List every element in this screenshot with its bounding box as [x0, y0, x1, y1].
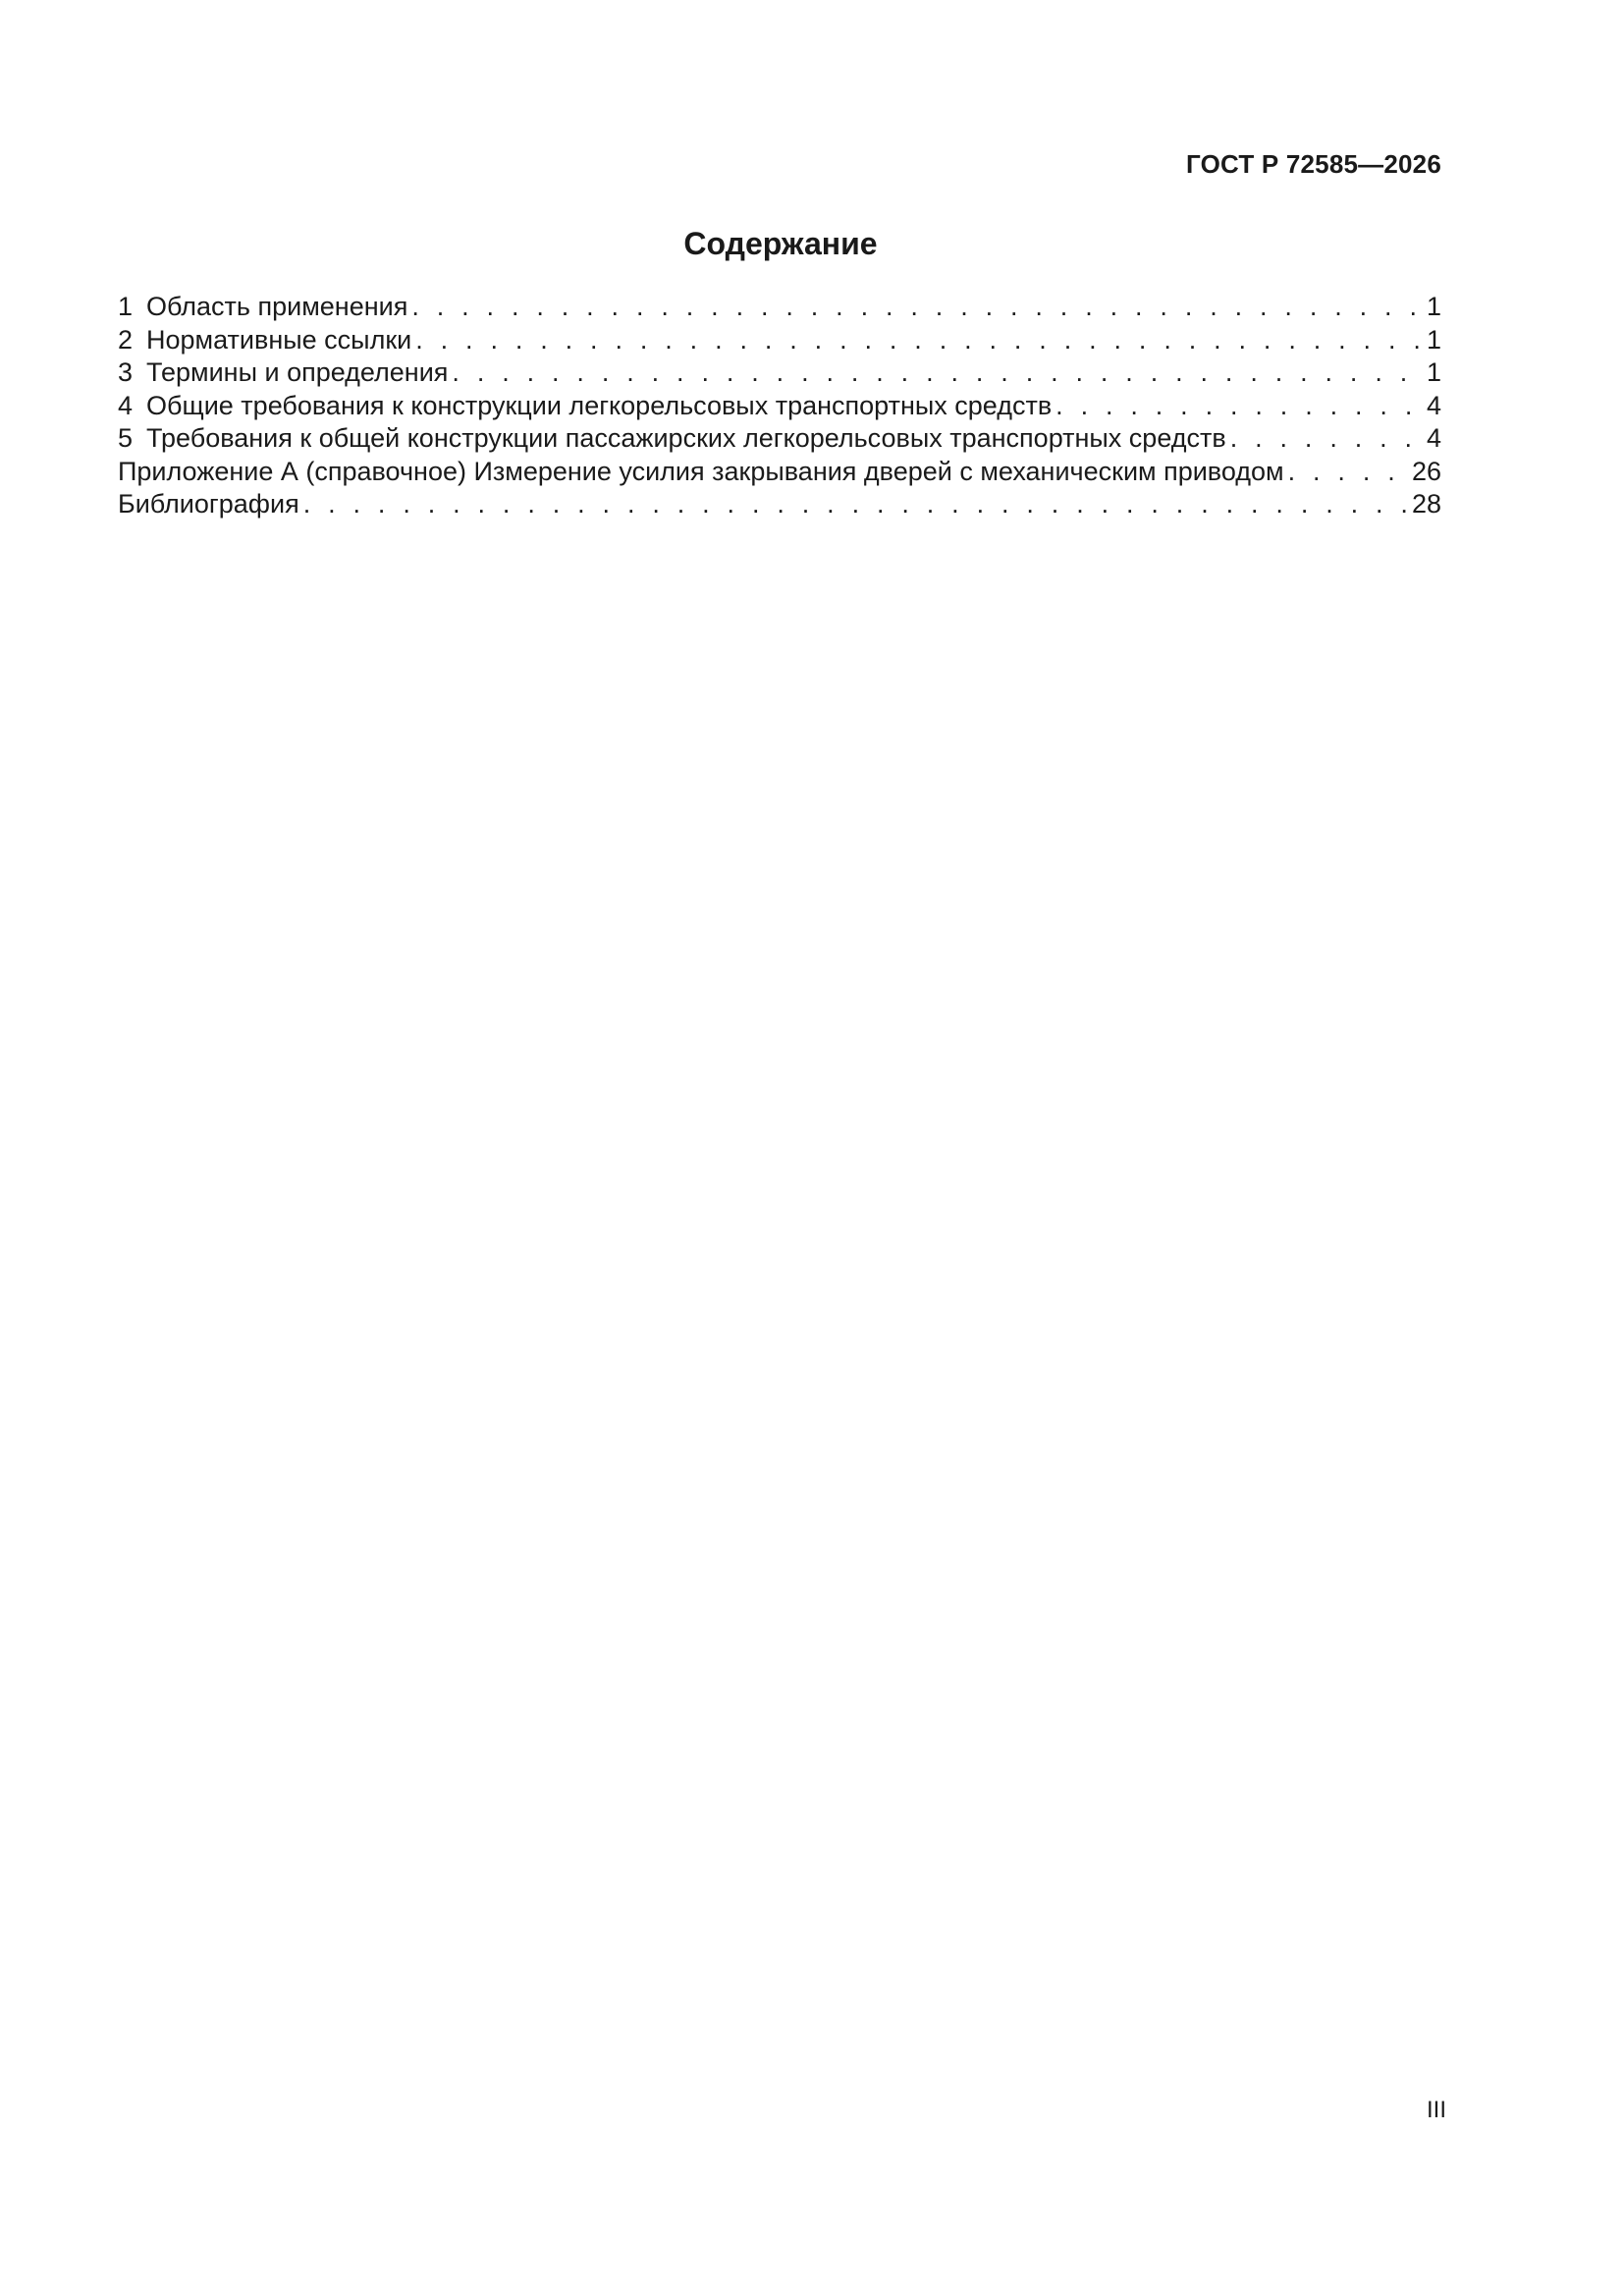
- toc-entry-page: 4: [1426, 390, 1441, 420]
- toc-entry-page: 1: [1426, 324, 1441, 355]
- toc-leader-dots: [1288, 456, 1410, 489]
- toc-leader-dots: [1055, 390, 1425, 423]
- toc-entry-page: 28: [1411, 489, 1441, 519]
- toc-entry-number: 4: [118, 390, 134, 420]
- toc-leader-dots: [452, 356, 1425, 390]
- toc-entry-number: 1: [118, 292, 134, 321]
- toc-entry-number: 2: [118, 324, 134, 355]
- toc-title: Содержание: [683, 226, 878, 261]
- toc-entry-number: 5: [118, 423, 134, 453]
- toc-leader-dots: [303, 488, 1410, 521]
- toc-entry-label: [118, 390, 1052, 423]
- toc-entry-label: [118, 324, 411, 357]
- toc-entry-label: [118, 422, 1226, 456]
- toc-entry-title: Библиография: [118, 489, 299, 519]
- toc-entry-title: Область применения: [146, 292, 408, 321]
- toc-entry-label: [118, 356, 448, 390]
- toc-entry-title: Приложение А (справочное) Измерение усилия закрывания дверей с механическим приводом: [118, 456, 1284, 486]
- toc-entry-title: Общие требования к конструкции легкорельсовых транспортных средств: [146, 390, 1053, 420]
- table-of-contents: [118, 291, 1441, 521]
- toc-entry-terms-definitions[interactable]: [118, 356, 1441, 390]
- toc-leader-dots: [415, 324, 1425, 357]
- toc-entry-normative-references[interactable]: [118, 324, 1441, 357]
- toc-entry-page: 4: [1426, 423, 1441, 453]
- toc-entry-scope[interactable]: [118, 291, 1441, 324]
- toc-entry-title: Термины и определения: [146, 357, 449, 387]
- toc-leader-dots: [411, 291, 1425, 324]
- toc-entry-general-requirements[interactable]: [118, 390, 1441, 423]
- toc-entry-passenger-vehicle-requirements[interactable]: [118, 422, 1441, 456]
- page-number: III: [1426, 2097, 1446, 2123]
- toc-entry-number: 3: [118, 357, 134, 387]
- toc-entry-page: 1: [1426, 357, 1441, 387]
- toc-entry-title: Требования к общей конструкции пассажирских легкорельсовых транспортных средств: [146, 423, 1226, 453]
- toc-entry-bibliography[interactable]: [118, 488, 1441, 521]
- document-code: ГОСТ Р 72585—2026: [1186, 149, 1441, 179]
- toc-entry-label: [118, 291, 407, 324]
- toc-leader-dots: [1230, 422, 1425, 456]
- toc-entry-title: Нормативные ссылки: [146, 324, 412, 355]
- toc-entry-page: 26: [1411, 456, 1441, 486]
- toc-entry-page: 1: [1426, 292, 1441, 321]
- toc-entry-appendix-a[interactable]: [118, 456, 1441, 489]
